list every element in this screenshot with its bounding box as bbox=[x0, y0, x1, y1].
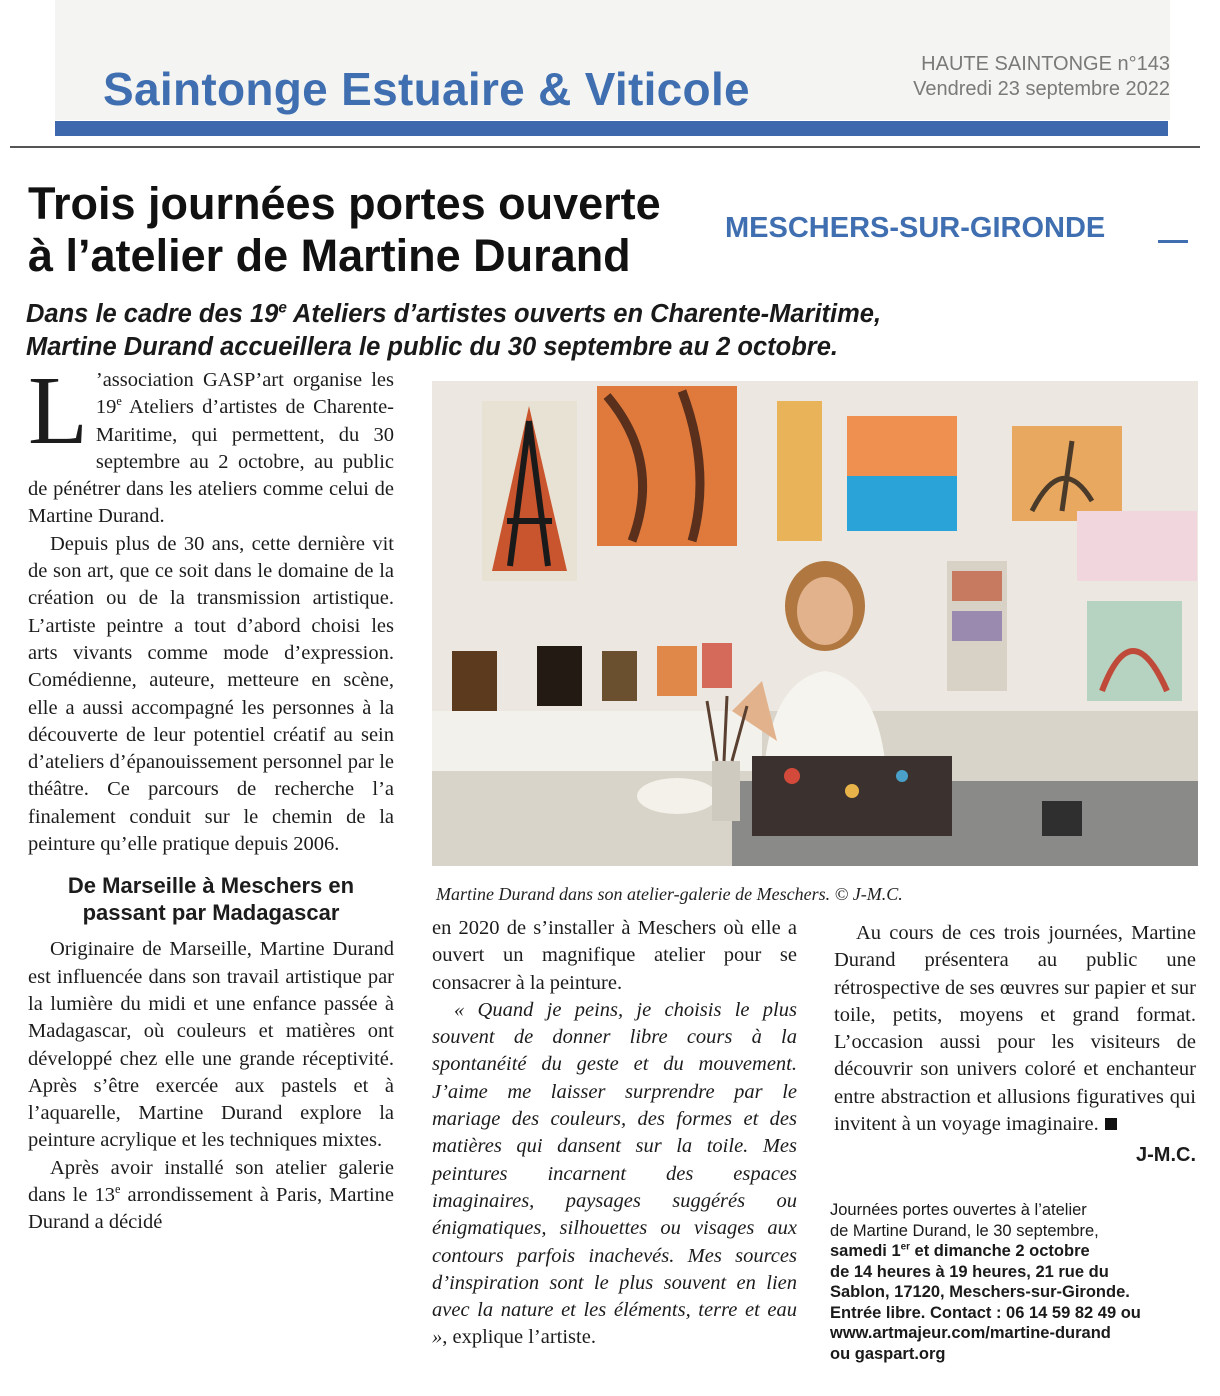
website-link[interactable]: www.artmajeur.com/martine-durand bbox=[830, 1324, 1111, 1342]
painting-pink bbox=[1077, 511, 1197, 581]
info-line: Entrée libre. Contact : 06 14 59 82 49 ou bbox=[830, 1303, 1141, 1322]
paragraph-5: Au cours de ces trois journées, Martine Durand présentera au public une rétrospective de ses œuvres sur papier et sur toile, petits, moyens et grand format. L’occasion aussi pour les visiteurs de découvrir son univers coloré et enchanteur entre abstraction et allusions figuratives qui invitent à un voyage imaginaire. bbox=[834, 922, 1196, 1136]
subheading: De Marseille à Meschers en passant par Madagascar bbox=[67, 873, 355, 926]
pot bbox=[1042, 801, 1082, 836]
headline bbox=[28, 178, 728, 282]
standfirst bbox=[26, 298, 1066, 364]
headline-line-2: à l’atelier de Martine Durand bbox=[28, 230, 631, 281]
small-painting-1 bbox=[452, 651, 497, 711]
info-line: samedi 1er et dimanche 2 octobre bbox=[830, 1241, 1090, 1260]
website-link[interactable]: ou gaspart.org bbox=[830, 1344, 946, 1363]
small-painting-3 bbox=[602, 651, 637, 701]
article-column-3 bbox=[834, 920, 1196, 1170]
brush-jar bbox=[712, 761, 740, 821]
end-mark-icon bbox=[1105, 1118, 1117, 1130]
issue-info bbox=[850, 52, 1170, 102]
artist-quote: « Quand je peins, je choisis le plus souvent de donner libre cours à la spontanéité du geste et du mouvement. J’aime me laisser surprendre par le mariage des couleurs, des formes et des matières qui dansent sur la toile. Mes peintures incarnent des espaces imaginaires, paysages suggérés ou énigmatiques, silhouettes ou visages aux contours parfois inachevés. Mes sources d’inspiration sont le plus souvent en lien avec la nature et les éléments, terre et eau » bbox=[432, 998, 797, 1349]
quote-paragraph: « Quand je peins, je choisis le plus souvent de donner libre cours à la spontanéité du geste et du mouvement. J’aime me laisser surprendre par le mariage des couleurs, des formes et des matières qui dansent sur la toile. Mes peintures incarnent des espaces imaginaires, paysages suggérés ou énigmatiques, silhouettes ou visages aux contours parfois inachevés. Mes sources d’inspiration sont le plus souvent en lien avec la nature et les éléments, terre et eau », explique l’artiste. bbox=[432, 998, 797, 1349]
section-title: Saintonge Estuaire & Viticole bbox=[103, 63, 750, 115]
info-line: Journées portes ouvertes à l’atelier bbox=[830, 1201, 1087, 1219]
headline-line-1: Trois journées portes ouverte bbox=[28, 178, 661, 229]
info-box bbox=[830, 1200, 1190, 1364]
atelier-photo bbox=[432, 381, 1198, 866]
paragraph-2: Depuis plus de 30 ans, cette dernière vit de son art, que ce soit dans le domaine de la création ou de la transmission artistique. L’artiste peintre a tout d’abord choisi les arts vivants comme mode d’expression. Comédienne, auteure, metteure en scène, elle a aussi accompagné les personnes à la découverte de leur potentiel créatif au sein d’ateliers d’épanouissement personnel par le théâtre. Ce parcours de recherche l’a finalement conduit sur le chemin de la peinture qu’elle pratique depuis 2006. bbox=[28, 532, 394, 856]
small-painting-5 bbox=[702, 643, 732, 688]
small-painting-2 bbox=[537, 646, 582, 706]
publication-name: HAUTE SAINTONGE n°143 bbox=[921, 53, 1170, 75]
location-tag: MESCHERS-SUR-GIRONDE bbox=[725, 212, 1106, 244]
painting-figure bbox=[482, 401, 577, 581]
standfirst-line-2: Martine Durand accueillera le public du 30 septembre au 2 octobre. bbox=[26, 333, 838, 361]
paragraph-3: Originaire de Marseille, Martine Durand est influencée dans son travail artistique par la lumière du midi et une enfance passée à Madagascar, où couleurs et matières ont développé chez elle une grande réceptivité. Après s’être exercée aux pastels et à l’aquarelle, Martine Durand explore la peinture acrylique et les techniques mixtes. bbox=[28, 938, 394, 1152]
publication-date: Vendredi 23 septembre 2022 bbox=[913, 78, 1170, 100]
small-painting-4 bbox=[657, 646, 697, 696]
palette bbox=[637, 778, 717, 814]
signature: J-M.C. bbox=[1136, 1144, 1196, 1167]
location-rule bbox=[1158, 240, 1188, 243]
paragraph-4-continued: en 2020 de s’installer à Meschers où elle a ouvert un magnifique atelier pour se consacrer à la peinture. bbox=[432, 917, 797, 994]
paragraph-4: Après avoir installé son atelier galerie dans le 13e arrondissement à Paris, Martine Durand a décidé bbox=[28, 1156, 395, 1234]
paragraph-1: L ’association GASP’art organise les 19e Ateliers d’artistes de Charente-Maritime, qui permettent, du 30 septembre au 2 octobre, au public de pénétrer dans les ateliers comme celui de Martine Durand. bbox=[28, 357, 394, 528]
info-line: de 14 heures à 19 heures, 21 rue du bbox=[830, 1262, 1109, 1281]
painting-narrow bbox=[777, 401, 822, 541]
divider bbox=[10, 146, 1200, 148]
info-line: de Martine Durand, le 30 septembre, bbox=[830, 1221, 1099, 1240]
drop-cap: L bbox=[28, 357, 88, 465]
article-column-2 bbox=[432, 915, 797, 1352]
article-column-1 bbox=[28, 357, 395, 1237]
info-line: Sablon, 17120, Meschers-sur-Gironde. bbox=[830, 1283, 1130, 1301]
standfirst-line-1: Dans le cadre des 19e Ateliers d’artistes ouverts en Charente-Maritime, bbox=[26, 299, 882, 328]
header-rule bbox=[55, 121, 1168, 136]
photo-caption: Martine Durand dans son atelier-galerie de Meschers. © J-M.C. bbox=[436, 884, 903, 904]
